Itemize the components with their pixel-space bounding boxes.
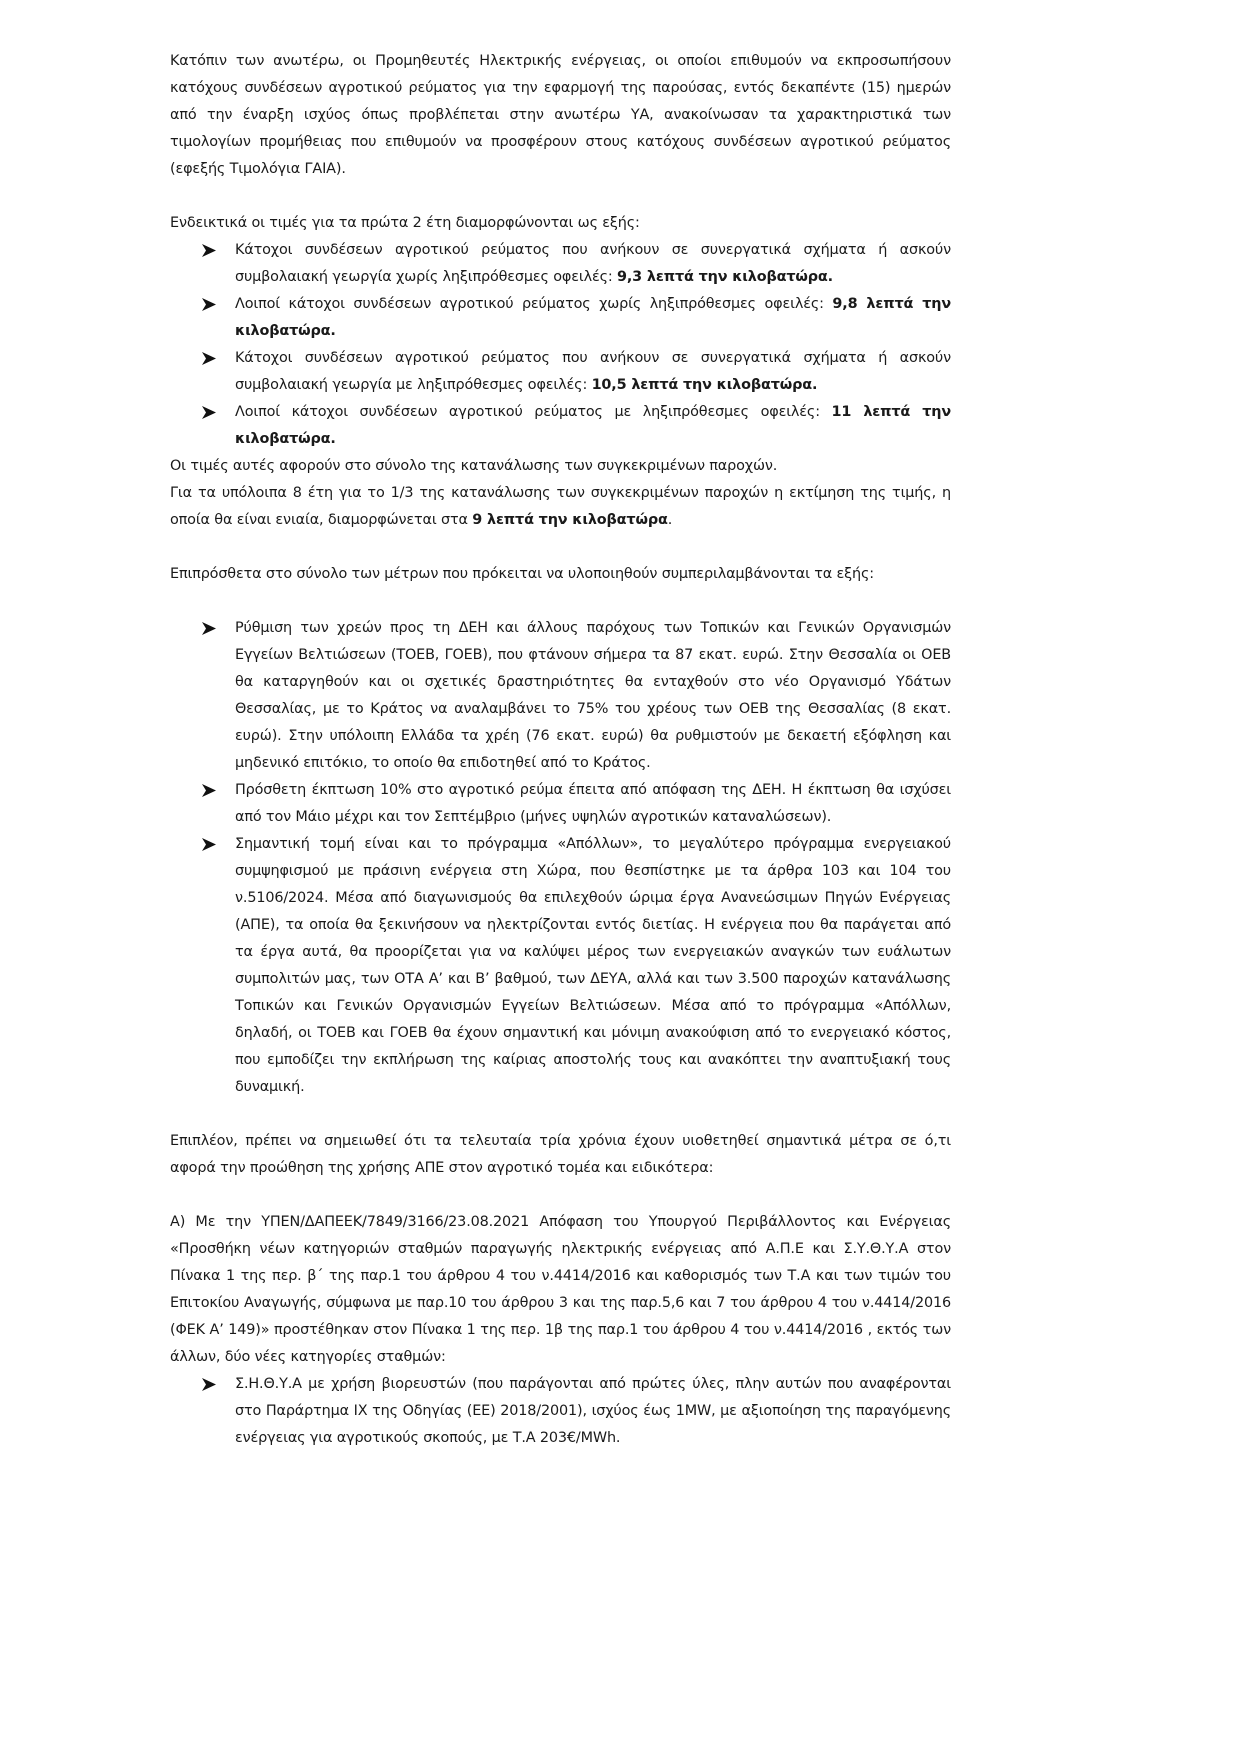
measures-list [170,615,951,1101]
remaining-years-paragraph: Για τα υπόλοιπα 8 έτη για το 1/3 της κατανάλωσης των συγκεκριμένων παροχών η εκτίμηση της τιμής, η οποία θα είναι ενιαία, διαμορφώνεται στα 9 λεπτά την κιλοβατώρα. [170,485,951,528]
measures-intro: Επιπρόσθετα στο σύνολο των μέτρων που πρόκειται να υλοποιηθούν συμπεριλαμβάνονται τα εξής: [170,566,874,582]
document-page [170,48,951,1452]
price-item: Λοιποί κάτοχοι συνδέσεων αγροτικού ρεύματος χωρίς ληξιπρόθεσμες οφειλές: 9,8 λεπτά την κιλοβατώρα. [170,291,951,345]
price-item: Κάτοχοι συνδέσεων αγροτικού ρεύματος που ανήκουν σε συνεργατικά σχήματα ή ασκούν συμβολαιακή γεωργία με ληξιπρόθεσμες οφειλές: 10,5 λεπτά την κιλοβατώρα. [170,345,951,399]
price-list [170,237,951,453]
arrowhead-bullet-icon [202,406,216,419]
arrowhead-bullet-icon [202,352,216,365]
station-categories-list [170,1371,951,1452]
measure-item: Σημαντική τομή είναι και το πρόγραμμα «Απόλλων», το μεγαλύτερο πρόγραμμα ενεργειακού συμψηφισμού με πράσινη ενέργεια στη Χώρα, που θεσπίστηκε με τα άρθρα 103 και 104 του ν.5106/2024. Μέσα από διαγωνισμούς θα επιλεχθούν ώριμα έργα Ανανεώσιμων Πηγών Ενέργειας (ΑΠΕ), τα οποία θα ξεκινήσουν να ηλεκτρίζονται εντός διετίας. Η ενέργεια που θα παράγεται από τα έργα αυτά, θα προορίζεται για να καλύψει μέρος των ενεργειακών αναγκών των ευάλωτων συμπολιτών μας, των ΟΤΑ Α’ και Β’ βαθμού, των ΔΕΥΑ, αλλά και των 3.500 παροχών κατανάλωσης Τοπικών και Γενικών Οργανισμών Εγγείων Βελτιώσεων. Μέσα από το πρόγραμμα «Απόλλων, δηλαδή, οι ΤΟΕΒ και ΓΟΕΒ θα έχουν σημαντική και μόνιμη ανακούφιση από το ενεργειακό κόστος, που εμποδίζει την εκπλήρωση της καίριας αποστολής τους και ανακόπτει την αναπτυξιακή τους δυναμική. [170,831,951,1101]
measure-item: Ρύθμιση των χρεών προς τη ΔΕΗ και άλλους παρόχους των Τοπικών και Γενικών Οργανισμών Εγγείων Βελτιώσεων (ΤΟΕΒ, ΓΟΕΒ), που φτάνουν σήμερα τα 87 εκατ. ευρώ. Στην Θεσσαλία οι ΟΕΒ θα καταργηθούν και οι σχετικές δραστηριότητες θα ενταχθούν στο νέο Οργανισμό Υδάτων Θεσσαλίας, με το Κράτος να αναλαμβάνει το 75% του χρέους των ΟΕΒ της Θεσσαλίας (8 εκατ. ευρώ). Στην υπόλοιπη Ελλάδα τα χρέη (76 εκατ. ευρώ) θα ρυθμιστούν με δεκαετή εξόφληση και μηδενικό επιτόκιο, το οποίο θα επιδοτηθεί από το Κράτος. [170,615,951,777]
res-measures-paragraph: Επιπλέον, πρέπει να σημειωθεί ότι τα τελευταία τρία χρόνια έχουν υιοθετηθεί σημαντικά μέτρα σε ό,τι αφορά την προώθηση της χρήσης ΑΠΕ στον αγροτικό τομέα και ειδικότερα: [170,1133,951,1176]
arrowhead-bullet-icon [202,1378,216,1391]
arrowhead-bullet-icon [202,244,216,257]
prices-scope-note: Οι τιμές αυτές αφορούν στο σύνολο της κατανάλωσης των συγκεκριμένων παροχών. [170,458,778,474]
arrowhead-bullet-icon [202,298,216,311]
intro-paragraph: Κατόπιν των ανωτέρω, οι Προμηθευτές Ηλεκτρικής ενέργειας, οι οποίοι επιθυμούν να εκπροσωπήσουν κατόχους συνδέσεων αγροτικού ρεύματος για την εφαρμογή της παρούσας, εντός δεκαπέντε (15) ημερών από την έναρξη ισχύος όπως προβλέπεται στην ανωτέρω ΥΑ, ανακοίνωσαν τα χαρακτηριστικά των τιμολογίων προμήθειας που επιθυμούν να προσφέρουν στους κατόχους συνδέσεων αγροτικού ρεύματος (εφεξής Τιμολόγια ΓΑΙΑ). [170,53,951,177]
price-item: Λοιποί κάτοχοι συνδέσεων αγροτικού ρεύματος με ληξιπρόθεσμες οφειλές: 11 λεπτά την κιλοβατώρα. [170,399,951,453]
arrowhead-bullet-icon [202,838,216,851]
price-item: Κάτοχοι συνδέσεων αγροτικού ρεύματος που ανήκουν σε συνεργατικά σχήματα ή ασκούν συμβολαιακή γεωργία χωρίς ληξιπρόθεσμες οφειλές: 9,3 λεπτά την κιλοβατώρα. [170,237,951,291]
measure-item: Πρόσθετη έκπτωση 10% στο αγροτικό ρεύμα έπειτα από απόφαση της ΔΕΗ. Η έκπτωση θα ισχύσει από τον Μάιο μέχρι και τον Σεπτέμβριο (μήνες υψηλών αγροτικών καταναλώσεων). [170,777,951,831]
category-item: Σ.Η.Θ.Υ.Α με χρήση βιορευστών (που παράγονται από πρώτες ύλες, πλην αυτών που αναφέρονται στο Παράρτημα ΙΧ της Οδηγίας (ΕΕ) 2018/2001), ισχύος έως 1MW, με αξιοποίηση της παραγόμενης ενέργειας για αγροτικούς σκοπούς, με Τ.Α 203€/MWh. [170,1371,951,1452]
arrowhead-bullet-icon [202,622,216,635]
prices-intro: Ενδεικτικά οι τιμές για τα πρώτα 2 έτη διαμορφώνονται ως εξής: [170,215,640,231]
ministerial-decision-paragraph: Α) Με την ΥΠΕΝ/ΔΑΠΕΕΚ/7849/3166/23.08.2021 Απόφαση του Υπουργού Περιβάλλοντος και Ενέργειας «Προσθήκη νέων κατηγοριών σταθμών παραγωγής ηλεκτρικής ενέργειας από Α.Π.Ε και Σ.Υ.Θ.Υ.Α στον Πίνακα 1 της περ. β΄ της παρ.1 του άρθρου 4 του ν.4414/2016 και καθορισμός των Τ.Α και των τιμών του Επιτοκίου Αναγωγής, σύμφωνα με παρ.10 του άρθρου 3 και της παρ.5,6 και 7 του άρθρου 4 του ν.4414/2016 (ΦΕΚ Α’ 149)» προστέθηκαν στον Πίνακα 1 της περ. 1β της παρ.1 του άρθρου 4 του ν.4414/2016 , εκτός των άλλων, δύο νέες κατηγορίες σταθμών: [170,1214,951,1365]
arrowhead-bullet-icon [202,784,216,797]
